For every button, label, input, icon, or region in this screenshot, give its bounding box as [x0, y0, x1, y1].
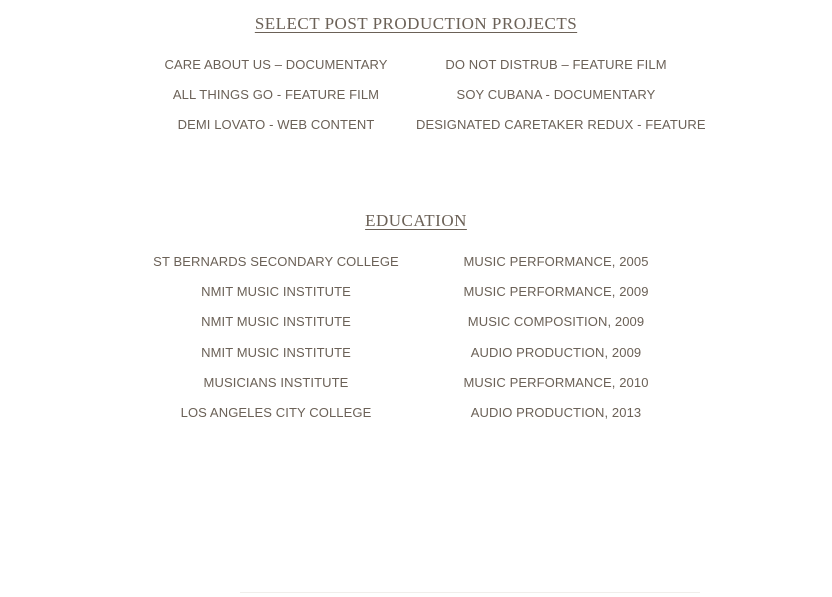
project-item: DO NOT DISTRUB – FEATURE FILM [445, 57, 667, 72]
education-row [0, 254, 832, 274]
education-row [0, 375, 832, 395]
footer-divider [240, 592, 700, 593]
education-row [0, 345, 832, 365]
education-school: ST BERNARDS SECONDARY COLLEGE [153, 254, 399, 269]
education-course: MUSIC PERFORMANCE, 2009 [463, 284, 649, 299]
projects-title: SELECT POST PRODUCTION PROJECTS [254, 14, 578, 33]
education-school: MUSICIANS INSTITUTE [203, 375, 349, 390]
education-school: NMIT MUSIC INSTITUTE [201, 284, 351, 299]
education-course: AUDIO PRODUCTION, 2013 [470, 405, 642, 420]
education-course: MUSIC COMPOSITION, 2009 [467, 314, 645, 329]
project-item: ALL THINGS GO - FEATURE FILM [172, 87, 380, 102]
project-row [0, 117, 832, 137]
education-row [0, 284, 832, 304]
education-school: NMIT MUSIC INSTITUTE [201, 345, 351, 360]
project-item: SOY CUBANA - DOCUMENTARY [456, 87, 656, 102]
project-item: DEMI LOVATO - WEB CONTENT [177, 117, 375, 132]
project-item: DESIGNATED CARETAKER REDUX - FEATURE [416, 117, 706, 132]
education-course: MUSIC PERFORMANCE, 2005 [463, 254, 649, 269]
project-row [0, 57, 832, 77]
education-title: EDUCATION [365, 211, 467, 230]
education-school: LOS ANGELES CITY COLLEGE [180, 405, 372, 420]
education-course: MUSIC PERFORMANCE, 2010 [463, 375, 649, 390]
education-row [0, 405, 832, 425]
project-row [0, 87, 832, 107]
education-school: NMIT MUSIC INSTITUTE [201, 314, 351, 329]
education-row [0, 314, 832, 334]
education-course: AUDIO PRODUCTION, 2009 [470, 345, 642, 360]
project-item: CARE ABOUT US – DOCUMENTARY [164, 57, 388, 72]
